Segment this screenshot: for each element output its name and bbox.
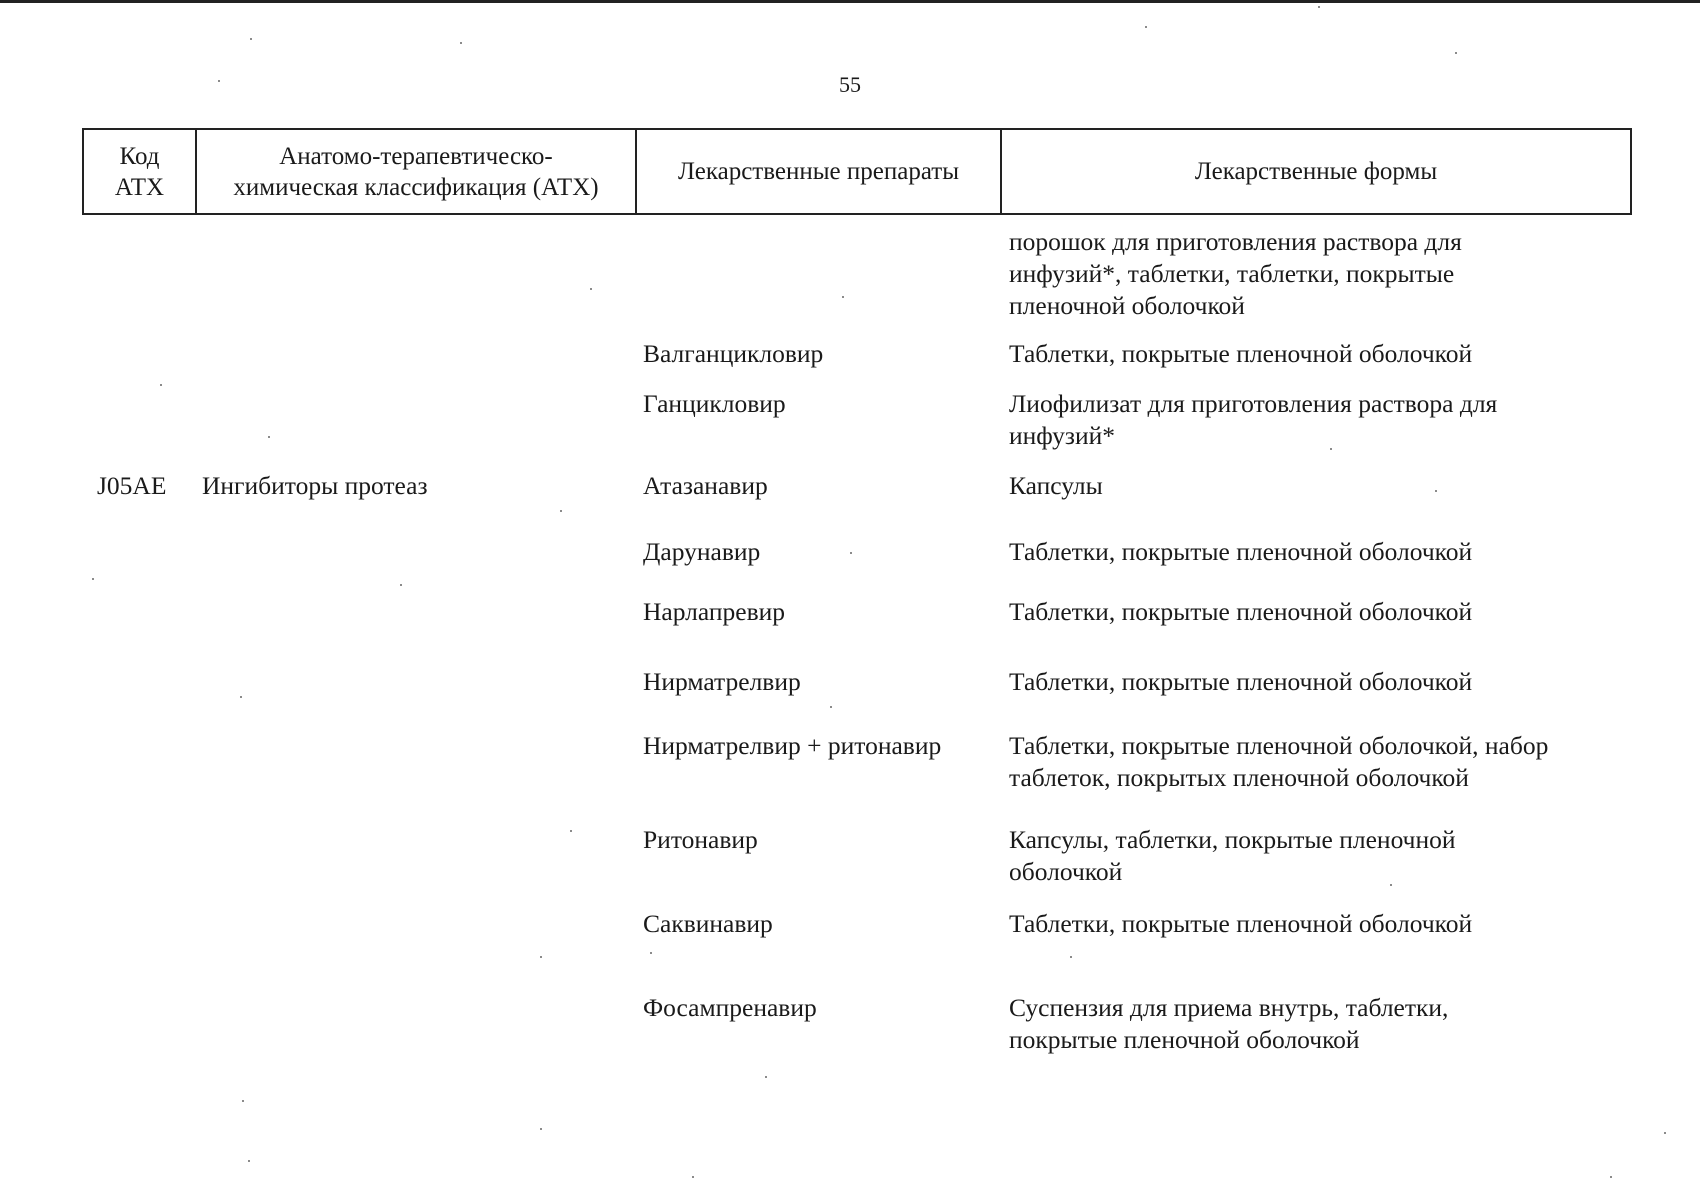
header-drugs-label: Лекарственные препараты [677,158,960,185]
top-border-line [0,0,1700,3]
scan-speck [242,1100,244,1102]
scan-speck [460,42,462,44]
cell-dosage-form: Таблетки, покрытые пленочной оболочкой, набор таблеток, покрытых пленочной оболочкой [1009,731,1549,792]
scan-speck [1435,490,1437,492]
cell-drug: Нирматрелвир + ритонавир [643,731,942,760]
scan-speck [92,578,94,580]
scan-speck [850,552,852,554]
scan-speck [1330,448,1332,450]
scan-speck [268,436,270,438]
table-header [82,128,1632,215]
scan-speck [590,288,592,290]
scan-speck [1318,6,1320,8]
cell-dosage-form: Таблетки, покрытые пленочной оболочкой [1009,667,1473,696]
cell-atc-class: Ингибиторы протеаз [202,471,428,500]
scan-speck [830,706,832,708]
scan-speck [765,1076,767,1078]
cell-drug: Саквинавир [643,909,773,938]
scan-speck [1390,884,1392,886]
cell-dosage-form: Таблетки, покрытые пленочной оболочкой [1009,909,1473,938]
header-atc-classification-label: Анатомо-терапевтическо- химическая классификация (АТХ) [233,142,599,201]
cell-atc-code: J05AE [97,471,167,500]
scan-speck [540,1128,542,1130]
scan-speck [1070,956,1072,958]
scan-speck [248,1160,250,1162]
cell-dosage-form: Таблетки, покрытые пленочной оболочкой [1009,339,1473,368]
cell-drug: Фосампренавир [643,993,817,1022]
scan-speck [1145,26,1147,28]
cell-drug: Атазанавир [643,471,768,500]
header-atc-code-label: Код АТХ [114,142,165,201]
cell-dosage-form: Суспензия для приема внутрь, таблетки, покрытые пленочной оболочкой [1009,993,1449,1054]
cell-dosage-form: Капсулы [1009,471,1103,500]
scan-speck [240,696,242,698]
scan-speck [160,384,162,386]
header-drugs [637,130,1002,213]
header-atc-code [84,130,197,213]
scan-speck [540,956,542,958]
cell-drug: Нарлапревир [643,597,786,626]
scan-speck [560,510,562,512]
cell-drug: Ритонавир [643,825,758,854]
scan-speck [250,38,252,40]
scan-speck [1610,1176,1612,1178]
scan-speck [570,830,572,832]
cell-dosage-form: Капсулы, таблетки, покрытые пленочной оболочкой [1009,825,1456,886]
scan-speck [650,952,652,954]
scan-speck [842,296,844,298]
cell-drug: Валганцикловир [643,339,824,368]
scan-speck [1455,52,1457,54]
cell-drug: Нирматрелвир [643,667,801,696]
scan-speck [218,80,220,82]
scan-speck [400,584,402,586]
scan-speck [1664,1132,1666,1134]
header-dosage-forms-label: Лекарственные формы [1194,158,1438,185]
cell-drug: Дарунавир [643,537,761,566]
cell-dosage-form: порошок для приготовления раствора для инфузий*, таблетки, таблетки, покрытые пленочной оболочкой [1009,227,1462,320]
cell-dosage-form: Лиофилизат для приготовления раствора для инфузий* [1009,389,1498,450]
header-dosage-forms [1002,130,1630,213]
cell-drug: Ганцикловир [643,389,786,418]
scan-speck [692,1176,694,1178]
header-atc-classification [197,130,637,213]
cell-dosage-form: Таблетки, покрытые пленочной оболочкой [1009,537,1473,566]
cell-dosage-form: Таблетки, покрытые пленочной оболочкой [1009,597,1473,626]
page-number: 55 [839,72,861,97]
